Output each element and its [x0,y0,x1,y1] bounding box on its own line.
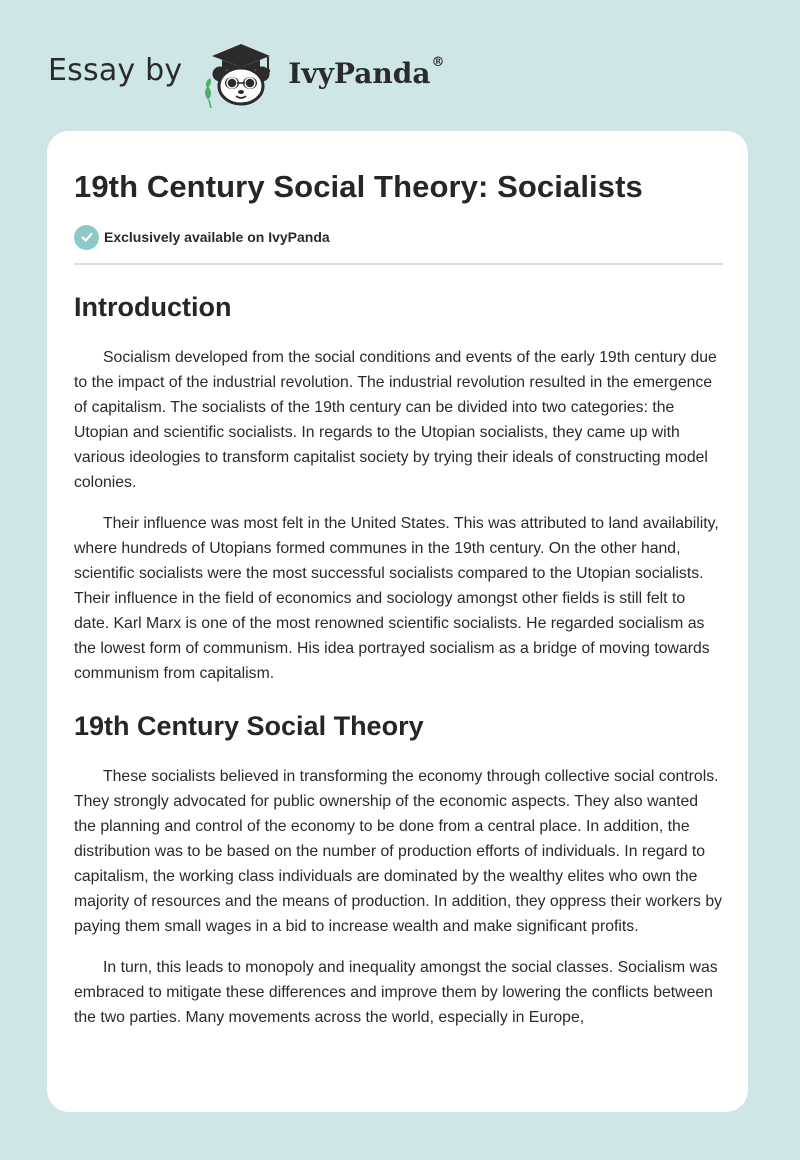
brand-name-text: IvyPanda [288,56,431,90]
brand-name[interactable] [288,54,445,90]
exclusive-badge [74,224,723,250]
paragraph: These socialists believed in transforming the economy through collective social controls. They strongly advocated for public ownership of the economic aspects. They also wanted the planning and control of the economy to be done from a central place. In addition, the distribution was to be based on the number of production efforts of individuals. In regard to capitalism, the working class individuals are dominated by the wealthy elites who own the majority of resources and the means of production. In addition, they oppress their workers by paying them small wages in a bid to increase wealth and make significant profits. [74,768,723,935]
paragraph: Socialism developed from the social conditions and events of the early 19th century due to the impact of the industrial revolution. The industrial revolution resulted in the emergence of capitalism. The socialists of the 19th century can be divided into two categories: the Utopian and scientific socialists. In regards to the Utopian socialists, they came up with various ideologies to transform capitalist society by trying their ideals of constructing model colonies. [74,349,717,491]
check-icon [74,225,99,250]
page-title: 19th Century Social Theory: Socialists [74,169,643,204]
site-header [48,36,444,108]
essay-content [74,131,723,1030]
exclusive-label: Exclusively available on IvyPanda [104,229,330,245]
registered-mark: ® [431,54,445,70]
essay-card [47,131,748,1112]
paragraph: In turn, this leads to monopoly and inequality amongst the social classes. Socialism was embraced to mitigate these differences and improve them by lowering the conflicts between the two parties. Many movements across the world, especially in Europe, [74,959,718,1026]
title-divider [74,263,723,265]
panda-graduate-icon[interactable] [198,36,284,108]
section-heading-introduction: Introduction [74,292,232,322]
essay-by-label: Essay by [48,52,183,88]
section-heading-social-theory: 19th Century Social Theory [74,711,424,741]
paragraph: Their influence was most felt in the United States. This was attributed to land availability, where hundreds of Utopians formed communes in the 19th century. On the other hand, scientific socialists were the most successful socialists compared to the Utopian socialists. Their influence in the field of economics and sociology amongst other fields is still felt to date. Karl Marx is one of the most renowned scientific socialists. He regarded socialism as the lowest form of communism. His idea portrayed socialism as a bridge of moving towards communism from capitalism. [74,515,719,682]
